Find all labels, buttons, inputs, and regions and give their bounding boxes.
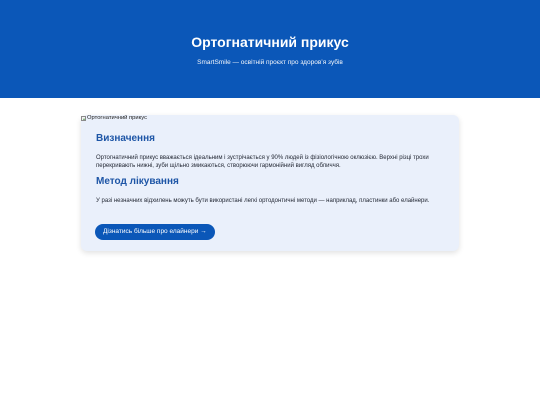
page-header: [0, 0, 540, 98]
page-subtitle: SmartSmile — освітній проєкт про здоров’я зубів: [197, 59, 343, 66]
learn-more-aligners-button[interactable]: Дізнатись більше про елайнери →: [95, 224, 215, 240]
definition-text: Ортогнатичний прикус вважається ідеальним і зустрічається у 90% людей із фізіологічною оклюзією. Верхні різці трохи перекривають нижні, зуби щільно змикаються, створюючи гармонійний вигляд обличчя.: [96, 155, 429, 169]
info-card: [81, 115, 459, 251]
page-title: Ортогнатичний прикус: [191, 34, 349, 50]
bite-image-alt-text: Ортогнатичний прикус: [87, 115, 147, 121]
definition-heading: Визначення: [96, 133, 155, 144]
treatment-heading: Метод лікування: [96, 176, 179, 187]
broken-image-icon: [81, 116, 86, 121]
bite-image: [81, 115, 147, 122]
treatment-text: У разі незначних відхилень можуть бути використані легкі ортодонтичні методи — наприклад, пластинки або елайнери.: [96, 198, 430, 204]
